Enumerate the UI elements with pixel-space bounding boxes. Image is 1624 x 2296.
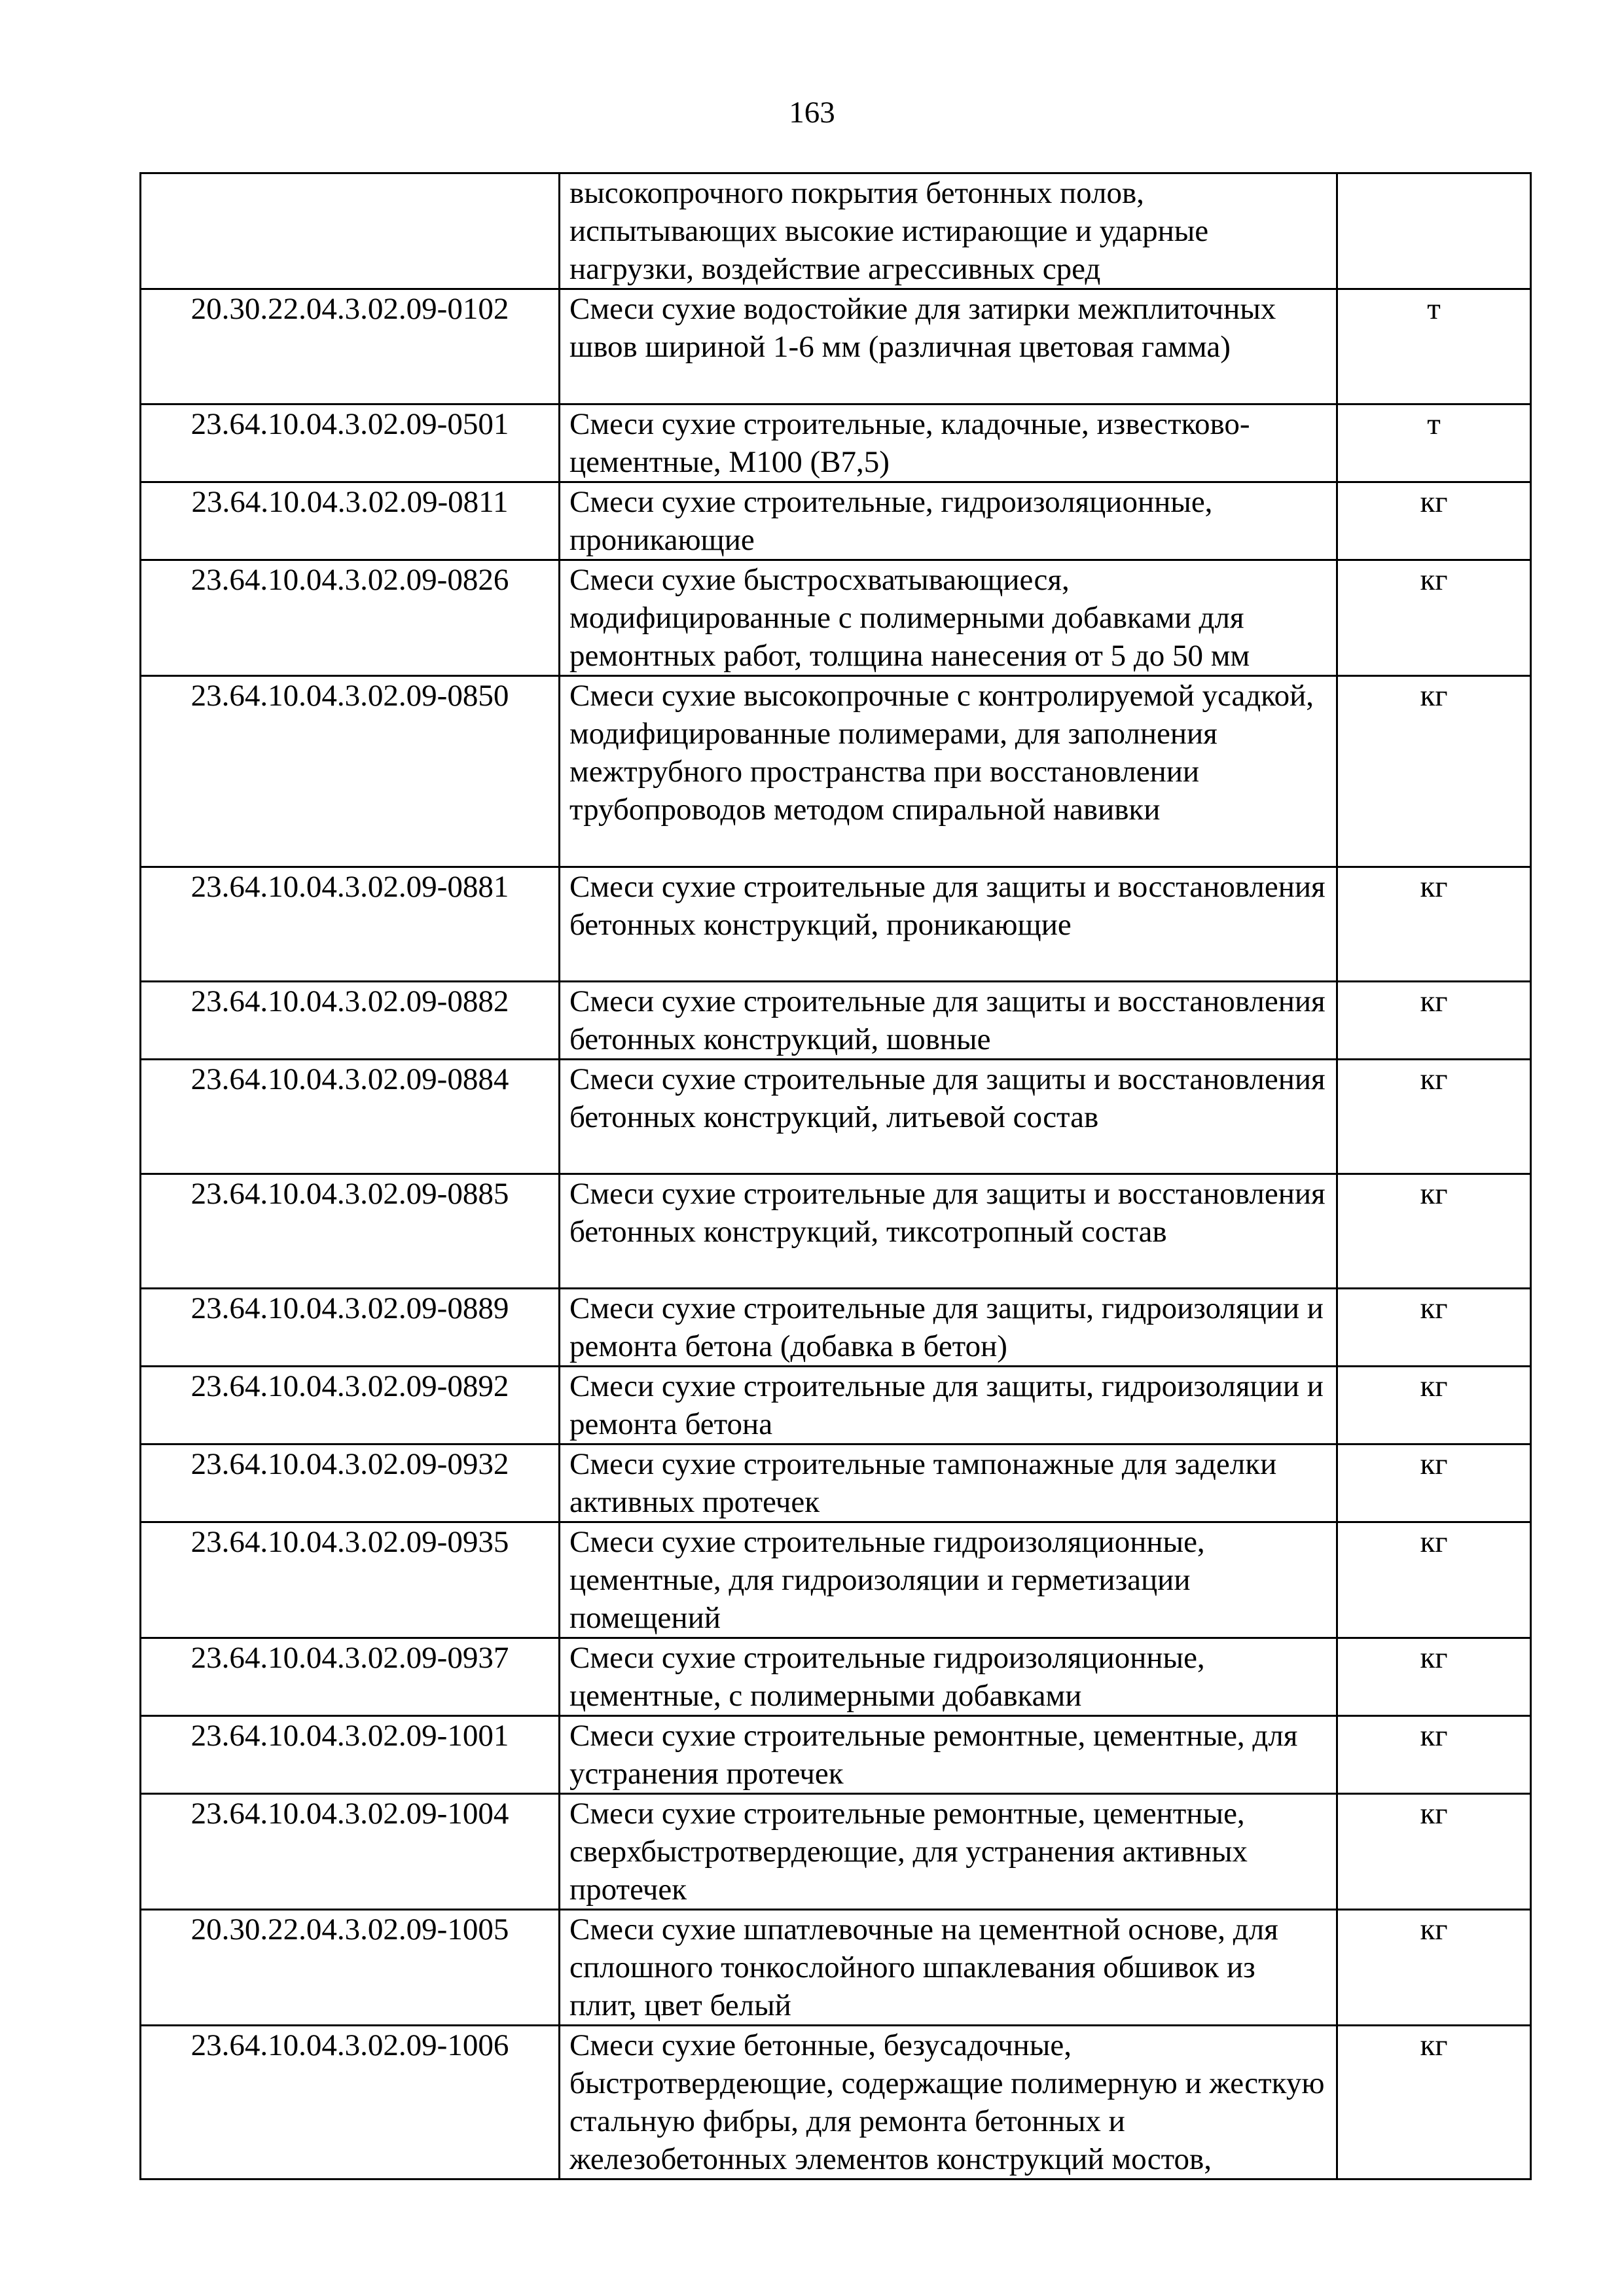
row-description: Смеси сухие бетонные, безусадочные, быстротвердеющие, содержащие полимерную и жесткую стальную фибры, для ремонта бетонных и железобетонных элементов конструкций мостов, bbox=[560, 2026, 1337, 2179]
table-row bbox=[141, 982, 1531, 1060]
row-code: 23.64.10.04.3.02.09-0882 bbox=[141, 982, 560, 1060]
row-description: Смеси сухие быстросхватывающиеся, модифицированные с полимерными добавками для ремонтных работ, толщина нанесения от 5 до 50 мм bbox=[560, 560, 1337, 676]
row-unit: кг bbox=[1337, 1638, 1531, 1716]
row-unit: кг bbox=[1337, 1060, 1531, 1174]
materials-table-body bbox=[141, 173, 1531, 2179]
table-row bbox=[141, 1060, 1531, 1174]
row-code: 23.64.10.04.3.02.09-0889 bbox=[141, 1289, 560, 1367]
row-unit: кг bbox=[1337, 1794, 1531, 1910]
page-number: 163 bbox=[789, 96, 835, 130]
row-description: Смеси сухие строительные для защиты, гидроизоляции и ремонта бетона bbox=[560, 1367, 1337, 1444]
row-unit: кг bbox=[1337, 676, 1531, 867]
row-code: 20.30.22.04.3.02.09-1005 bbox=[141, 1910, 560, 2026]
row-unit: кг bbox=[1337, 2026, 1531, 2179]
row-code: 23.64.10.04.3.02.09-0937 bbox=[141, 1638, 560, 1716]
table-row bbox=[141, 289, 1531, 404]
table-row bbox=[141, 1910, 1531, 2026]
table-row bbox=[141, 867, 1531, 982]
table-row bbox=[141, 482, 1531, 560]
row-description: Смеси сухие водостойкие для затирки межплиточных швов шириной 1-6 мм (различная цветовая гамма) bbox=[560, 289, 1337, 404]
table-row bbox=[141, 1638, 1531, 1716]
table-row bbox=[141, 676, 1531, 867]
row-code: 23.64.10.04.3.02.09-0935 bbox=[141, 1522, 560, 1638]
table-row bbox=[141, 1522, 1531, 1638]
row-description: Смеси сухие строительные тампонажные для заделки активных протечек bbox=[560, 1444, 1337, 1522]
table-row bbox=[141, 1444, 1531, 1522]
row-unit: кг bbox=[1337, 1444, 1531, 1522]
row-description: Смеси сухие строительные для защиты и восстановления бетонных конструкций, проникающие bbox=[560, 867, 1337, 982]
row-description: высокопрочного покрытия бетонных полов, испытывающих высокие истирающие и ударные нагрузки, воздействие агрессивных сред bbox=[560, 173, 1337, 289]
row-unit: кг bbox=[1337, 1522, 1531, 1638]
row-description: Смеси сухие строительные для защиты, гидроизоляции и ремонта бетона (добавка в бетон) bbox=[560, 1289, 1337, 1367]
row-description: Смеси сухие строительные гидроизоляционные, цементные, для гидроизоляции и герметизации помещений bbox=[560, 1522, 1337, 1638]
table-row bbox=[141, 404, 1531, 482]
row-unit: кг bbox=[1337, 1367, 1531, 1444]
row-code: 23.64.10.04.3.02.09-1004 bbox=[141, 1794, 560, 1910]
table-row bbox=[141, 560, 1531, 676]
row-unit: кг bbox=[1337, 560, 1531, 676]
row-description: Смеси сухие строительные для защиты и восстановления бетонных конструкций, литьевой состав bbox=[560, 1060, 1337, 1174]
row-code bbox=[141, 173, 560, 289]
row-unit: кг bbox=[1337, 1716, 1531, 1794]
table-row bbox=[141, 1794, 1531, 1910]
row-unit: кг bbox=[1337, 982, 1531, 1060]
row-unit: кг bbox=[1337, 1174, 1531, 1289]
row-code: 23.64.10.04.3.02.09-0811 bbox=[141, 482, 560, 560]
row-code: 20.30.22.04.3.02.09-0102 bbox=[141, 289, 560, 404]
table-row bbox=[141, 1716, 1531, 1794]
row-code: 23.64.10.04.3.02.09-0892 bbox=[141, 1367, 560, 1444]
row-code: 23.64.10.04.3.02.09-0501 bbox=[141, 404, 560, 482]
table-row bbox=[141, 173, 1531, 289]
row-unit: кг bbox=[1337, 1289, 1531, 1367]
row-description: Смеси сухие шпатлевочные на цементной основе, для сплошного тонкослойного шпаклевания обшивок из плит, цвет белый bbox=[560, 1910, 1337, 2026]
row-description: Смеси сухие высокопрочные с контролируемой усадкой, модифицированные полимерами, для заполнения межтрубного пространства при восстановлении трубопроводов методом спиральной навивки bbox=[560, 676, 1337, 867]
table-row bbox=[141, 1174, 1531, 1289]
row-description: Смеси сухие строительные для защиты и восстановления бетонных конструкций, тиксотропный состав bbox=[560, 1174, 1337, 1289]
table-row bbox=[141, 1367, 1531, 1444]
row-code: 23.64.10.04.3.02.09-0826 bbox=[141, 560, 560, 676]
row-code: 23.64.10.04.3.02.09-0850 bbox=[141, 676, 560, 867]
table-row bbox=[141, 1289, 1531, 1367]
materials-table bbox=[139, 172, 1532, 2180]
row-description: Смеси сухие строительные, кладочные, известково-цементные, М100 (В7,5) bbox=[560, 404, 1337, 482]
row-description: Смеси сухие строительные ремонтные, цементные, для устранения протечек bbox=[560, 1716, 1337, 1794]
row-code: 23.64.10.04.3.02.09-1001 bbox=[141, 1716, 560, 1794]
table-row bbox=[141, 2026, 1531, 2179]
row-description: Смеси сухие строительные ремонтные, цементные, сверхбыстротвердеющие, для устранения активных протечек bbox=[560, 1794, 1337, 1910]
row-unit: т bbox=[1337, 404, 1531, 482]
row-code: 23.64.10.04.3.02.09-0881 bbox=[141, 867, 560, 982]
row-unit: т bbox=[1337, 289, 1531, 404]
row-unit: кг bbox=[1337, 1910, 1531, 2026]
row-unit: кг bbox=[1337, 482, 1531, 560]
row-description: Смеси сухие строительные гидроизоляционные, цементные, с полимерными добавками bbox=[560, 1638, 1337, 1716]
row-description: Смеси сухие строительные для защиты и восстановления бетонных конструкций, шовные bbox=[560, 982, 1337, 1060]
row-unit: кг bbox=[1337, 867, 1531, 982]
row-code: 23.64.10.04.3.02.09-1006 bbox=[141, 2026, 560, 2179]
row-code: 23.64.10.04.3.02.09-0885 bbox=[141, 1174, 560, 1289]
row-unit bbox=[1337, 173, 1531, 289]
row-description: Смеси сухие строительные, гидроизоляционные, проникающие bbox=[560, 482, 1337, 560]
row-code: 23.64.10.04.3.02.09-0932 bbox=[141, 1444, 560, 1522]
row-code: 23.64.10.04.3.02.09-0884 bbox=[141, 1060, 560, 1174]
